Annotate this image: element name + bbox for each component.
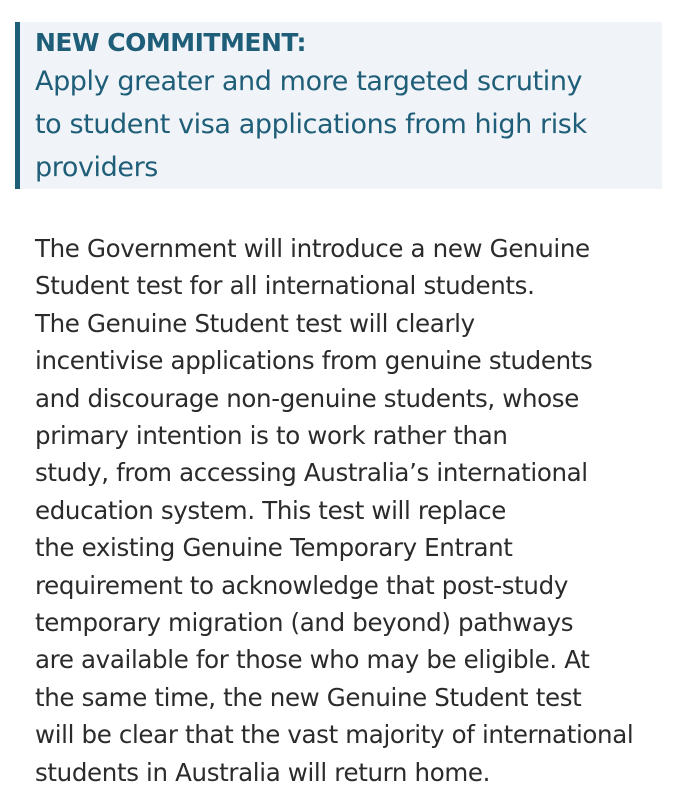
paragraph-line: Student test for all international students. bbox=[35, 271, 535, 301]
commitment-callout bbox=[15, 22, 662, 189]
paragraph-line: and discourage non-genuine students, whose bbox=[35, 383, 579, 413]
paragraph-line: the existing Genuine Temporary Entrant bbox=[35, 533, 513, 563]
paragraph-line: study, from accessing Australia’s international bbox=[35, 458, 588, 488]
callout-line: providers bbox=[35, 152, 158, 183]
paragraph-line: the same time, the new Genuine Student test bbox=[35, 682, 582, 712]
paragraph-line: The Government will introduce a new Genuine bbox=[35, 234, 590, 263]
paragraph-line: students in Australia will return home. bbox=[35, 757, 491, 787]
paragraph-line: The Genuine Student test will clearly bbox=[35, 308, 475, 338]
paragraph-line: temporary migration (and beyond) pathways bbox=[35, 608, 574, 638]
callout-heading: NEW COMMITMENT: bbox=[35, 28, 307, 57]
paragraph-line: will be clear that the vast majority of international bbox=[35, 720, 634, 750]
paragraph-line: incentivise applications from genuine students bbox=[35, 346, 593, 376]
paragraph-line: are available for those who may be eligible. At bbox=[35, 645, 590, 675]
callout-line: to student visa applications from high risk bbox=[35, 109, 587, 140]
paragraph-line: education system. This test will replace bbox=[35, 495, 506, 525]
paragraph-line: requirement to acknowledge that post-study bbox=[35, 570, 568, 600]
paragraph-line: primary intention is to work rather than bbox=[35, 421, 508, 451]
body-paragraph bbox=[35, 230, 665, 791]
callout-line: Apply greater and more targeted scrutiny bbox=[35, 66, 583, 97]
callout-statement bbox=[35, 60, 652, 189]
